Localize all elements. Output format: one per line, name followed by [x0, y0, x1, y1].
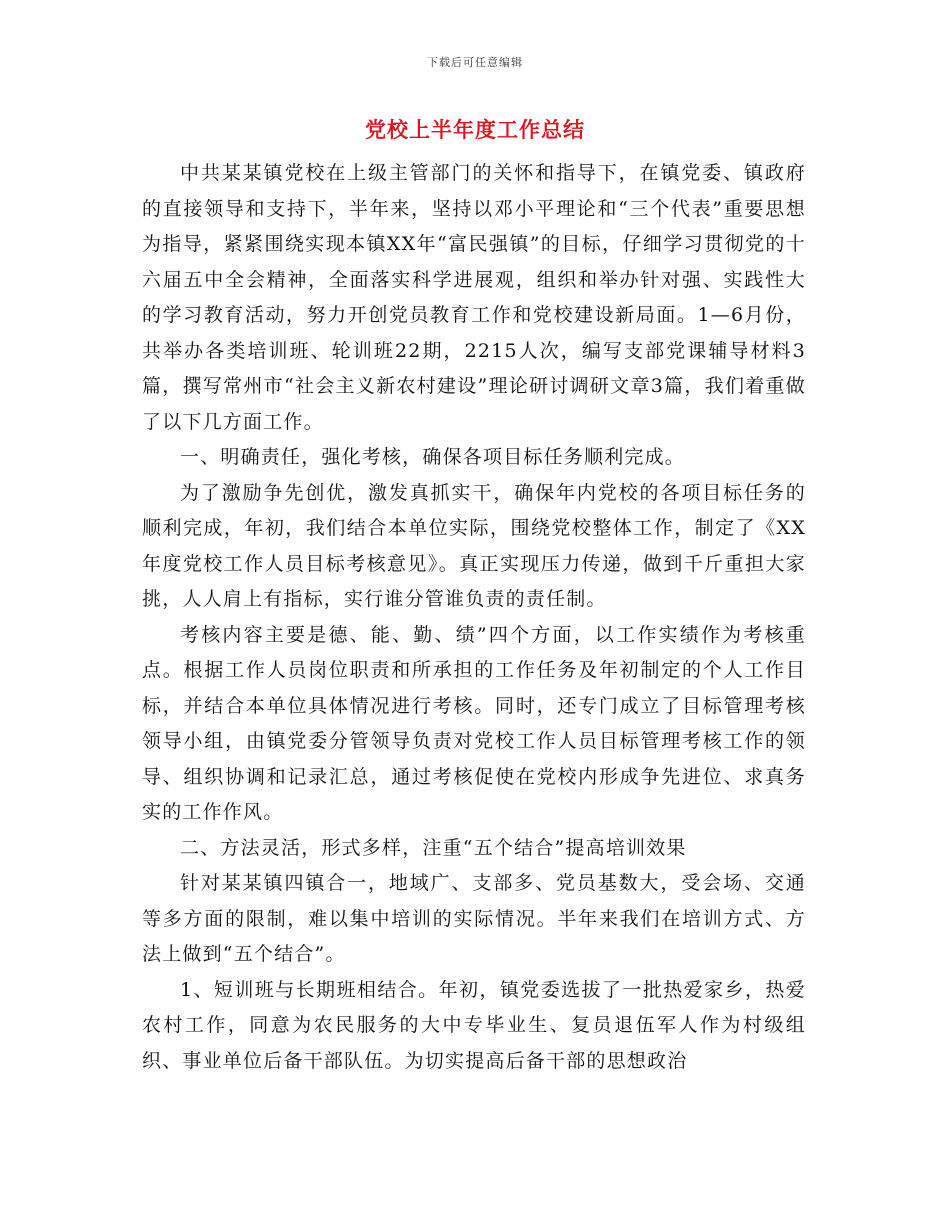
body-paragraph: 为了激励争先创优，激发真抓实干，确保年内党校的各项目标任务的顺利完成，年初，我们结合本单位实际，围绕党校整体工作，制定了《XX年度党校工作人员目标考核意见》。真正实现压力传递，做到千斤重担大家挑，人人肩上有指标，实行谁分管谁负责的责任制。: [142, 481, 806, 610]
body-paragraph: 针对某某镇四镇合一，地域广、支部多、党员基数大，受会场、交通等多方面的限制，难以集中培训的实际情况。半年来我们在培训方式、方法上做到“五个结合”。: [142, 872, 806, 965]
body-paragraph: 考核内容主要是德、能、勤、绩”四个方面，以工作实绩作为考核重点。根据工作人员岗位职责和所承担的工作任务及年初制定的个人工作目标，并结合本单位具体情况进行考核。同时，还专门成立了目标管理考核领导小组，由镇党委分管领导负责对党校工作人员目标管理考核工作的领导、组织协调和记录汇总，通过考核促使在党校内形成争先进位、求真务实的工作作风。: [142, 623, 806, 823]
section-heading-2: 二、方法灵活，形式多样，注重“五个结合”提高培训效果: [180, 836, 687, 859]
section-heading-1: 一、明确责任，强化考核，确保各项目标任务顺利完成。: [180, 446, 686, 468]
body-paragraph: 1、短训班与长期班相结合。年初，镇党委选拔了一批热爱家乡，热爱农村工作，同意为农民服务的大中专毕业生、复员退伍军人作为村级组织、事业单位后备干部队伍。为切实提高后备干部的思想政治: [142, 978, 806, 1072]
intro-paragraph: 中共某某镇党校在上级主管部门的关怀和指导下，在镇党委、镇政府的直接领导和支持下，半年来，坚持以邓小平理论和“三个代表”重要思想为指导，紧紧围绕实现本镇XX年“富民强镇”的目标，仔细学习贯彻党的十六届五中全会精神，全面落实科学进展观，组织和举办针对强、实践性大的学习教育活动，努力开创党员教育工作和党校建设新局面。1—6月份，共举办各类培训班、轮训班22期，2215人次，编写支部党课辅导材料3篇，撰写常州市“社会主义新农村建设”理论研讨调研文章3篇，我们着重做了以下几方面工作。: [142, 162, 806, 433]
document-body: [142, 156, 806, 1079]
document-title: 党校上半年度工作总结: [365, 117, 585, 142]
page-header-note: 下载后可任意编辑: [427, 56, 523, 69]
